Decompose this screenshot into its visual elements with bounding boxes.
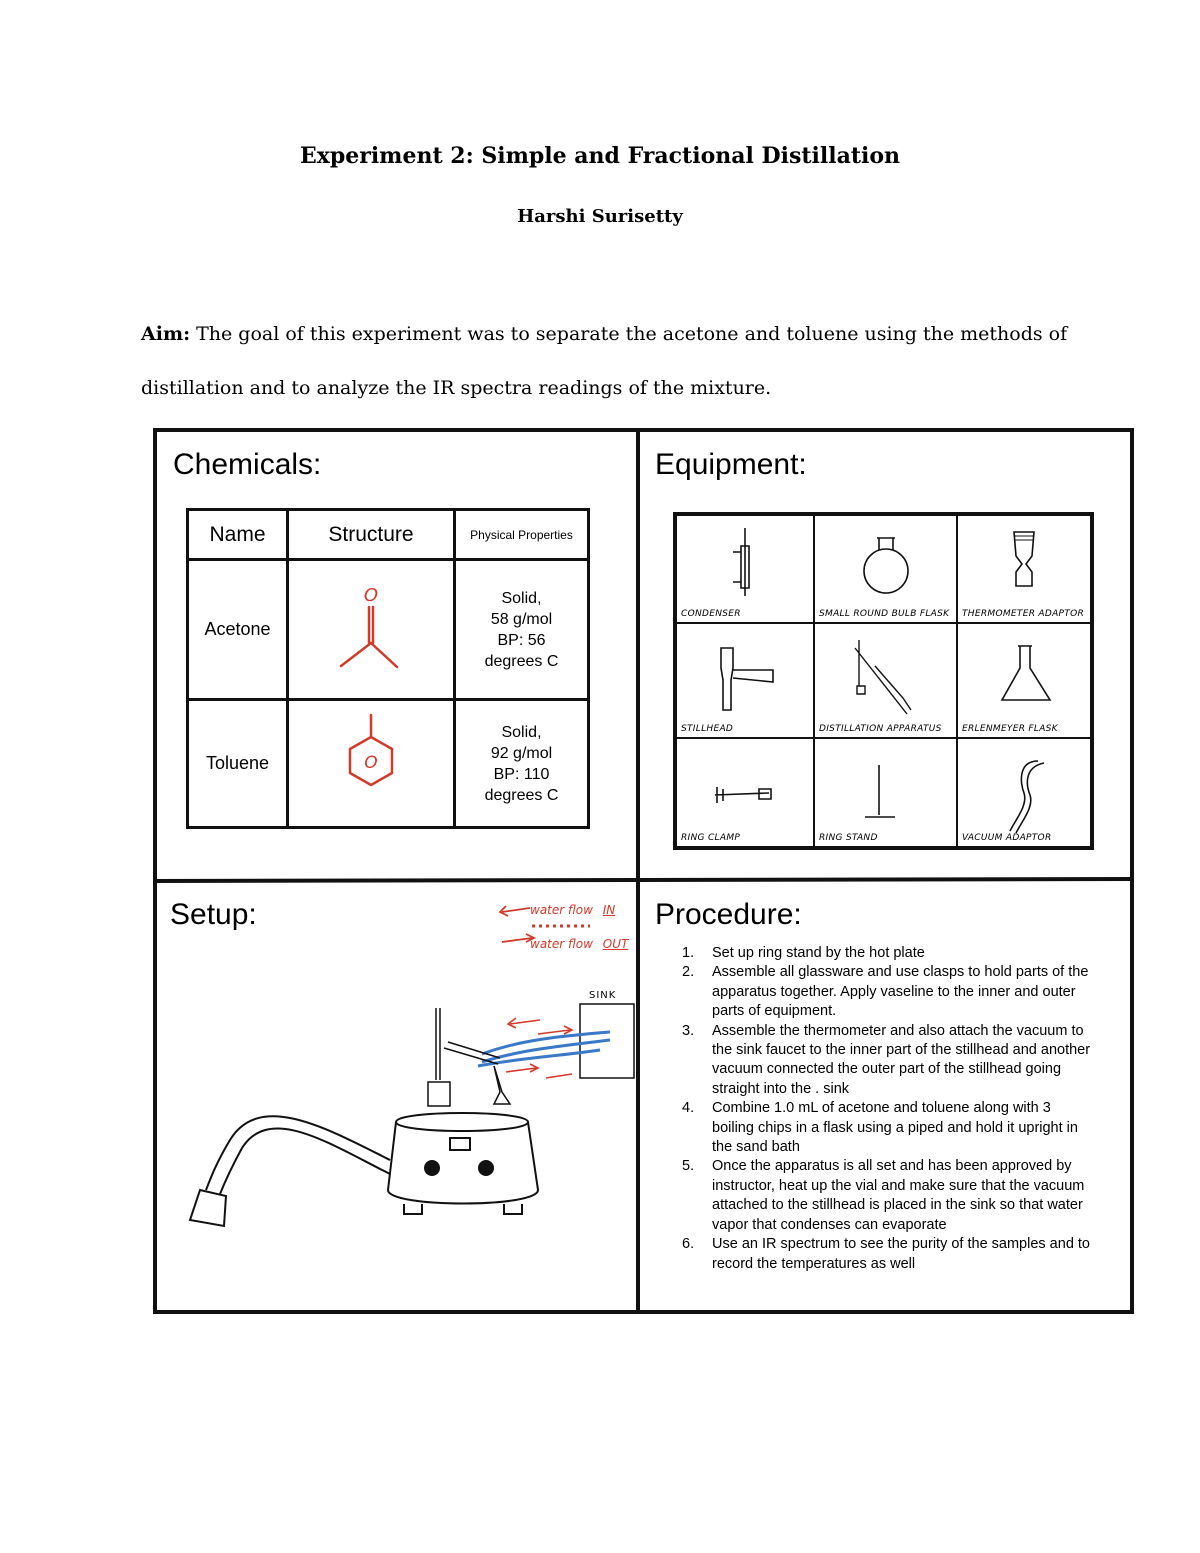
equipment-label: CONDENSER <box>681 609 741 619</box>
chemical-name: Acetone <box>188 560 288 700</box>
property-line: 58 g/mol <box>490 610 553 628</box>
equipment-grid <box>673 512 1094 850</box>
equipment-cell-vacuum-adaptor <box>957 738 1091 847</box>
step-number: 6. <box>682 1236 695 1253</box>
acetone-structure-drawing <box>289 561 453 693</box>
equipment-cell-round-flask <box>814 515 957 623</box>
col-header-name: Name <box>188 510 288 560</box>
aim-text: The goal of this experiment was to separate the acetone and toluene using the methods of distillation and to analyze the IR spectra readings of the mixture. <box>141 323 1068 399</box>
arrow-out-icon <box>502 934 534 942</box>
list-item <box>682 1022 1092 1100</box>
equipment-label: RING CLAMP <box>681 833 741 843</box>
knob-left <box>424 1160 440 1176</box>
toluene-structure <box>288 700 455 828</box>
step-text: Once the apparatus is all set and has been approved by instructor, heat up the vial and make sure that the vacuum attached to the stillhead is placed in the sink so that water vapor that condenses can evaporate <box>712 1158 1085 1233</box>
legend-tag-in: IN <box>602 903 616 917</box>
arrow-in-icon <box>500 906 530 916</box>
toluene-properties <box>455 700 589 828</box>
equipment-cell-stillhead <box>676 623 814 738</box>
equipment-cell-condenser <box>676 515 814 623</box>
legend-tag-out: OUT <box>602 937 629 951</box>
equipment-label: RING STAND <box>819 833 878 843</box>
step-text: Use an IR spectrum to see the purity of the samples and to record the temperatures as well <box>712 1236 1090 1272</box>
equipment-cell-ring-clamp <box>676 738 814 847</box>
list-item <box>682 1157 1092 1235</box>
erlenmeyer-flask-icon <box>958 624 1098 739</box>
step-text: Set up ring stand by the hot plate <box>712 945 925 961</box>
step-number: 2. <box>682 964 695 981</box>
col-header-properties: Physical Properties <box>455 510 589 560</box>
aim-paragraph <box>141 307 1071 415</box>
step-number: 1. <box>682 945 695 961</box>
list-item <box>682 1235 1092 1274</box>
hose-nozzle <box>190 1190 226 1226</box>
equipment-heading: Equipment: <box>655 448 807 481</box>
property-line: 92 g/mol <box>490 744 553 762</box>
acetone-structure <box>288 560 455 700</box>
aim-label: Aim: <box>141 323 191 345</box>
equipment-cell-distillation-apparatus <box>814 623 957 738</box>
legend-text: water flow <box>530 903 593 917</box>
equipment-label: THERMOMETER ADAPTOR <box>962 609 1085 619</box>
legend-text: water flow <box>530 937 593 951</box>
toluene-ring-label: O <box>364 753 378 773</box>
equipment-label: SMALL ROUND BULB FLASK <box>819 609 950 619</box>
col-header-structure: Structure <box>288 510 455 560</box>
knob-right <box>478 1160 494 1176</box>
chemical-name: Toluene <box>188 700 288 828</box>
acetone-properties <box>455 560 589 700</box>
stillhead-icon <box>677 624 815 739</box>
table-row <box>188 560 589 700</box>
property-line: BP: 56 <box>497 631 546 649</box>
equipment-label: ERLENMEYER FLASK <box>962 724 1058 734</box>
list-item <box>682 963 1092 1021</box>
setup-drawing <box>160 890 635 1300</box>
procedure-list <box>682 944 1092 1274</box>
equipment-label: STILLHEAD <box>681 724 734 734</box>
sink-label: SINK <box>589 990 617 1001</box>
round-flask-icon <box>815 516 958 624</box>
chemicals-table <box>186 508 590 829</box>
step-text: Assemble the thermometer and also attach the vacuum to the sink faucet to the inner part of the stillhead and another vacuum connected the outer part of the stillhead going straight into the . sink <box>712 1022 1091 1097</box>
equipment-cell-erlenmeyer-flask <box>957 623 1091 738</box>
step-text: Combine 1.0 mL of acetone and toluene along with 3 boiling chips in a flask using a piped and hold it upright in the sand bath <box>712 1100 1078 1156</box>
step-number: 4. <box>682 1100 695 1117</box>
condenser-icon <box>677 516 815 624</box>
chemicals-heading: Chemicals: <box>173 448 322 481</box>
equipment-label: VACUUM ADAPTOR <box>962 833 1052 843</box>
step-number: 5. <box>682 1158 695 1175</box>
acetone-oxygen-label: O <box>363 585 379 606</box>
toluene-structure-drawing <box>289 701 453 821</box>
page-title: Experiment 2: Simple and Fractional Distillation <box>299 143 901 169</box>
property-line: BP: 110 <box>493 765 550 783</box>
distillation-apparatus-icon <box>815 624 958 739</box>
thermometer-adaptor-icon <box>958 516 1098 624</box>
equipment-cell-ring-stand <box>814 738 957 847</box>
setup-heading: Setup: <box>170 898 257 931</box>
step-text: Assemble all glassware and use clasps to hold parts of the apparatus together. Apply vaseline to the inner and outer parts of equipment. <box>712 964 1089 1020</box>
list-item <box>682 1099 1092 1157</box>
property-line: degrees C <box>484 652 559 670</box>
property-line: degrees C <box>484 786 559 804</box>
list-item <box>682 944 1092 963</box>
step-number: 3. <box>682 1022 695 1039</box>
procedure-heading: Procedure: <box>655 898 802 931</box>
property-line: Solid, <box>501 589 542 607</box>
table-row <box>188 700 589 828</box>
equipment-label: DISTILLATION APPARATUS <box>819 724 942 734</box>
author-name: Harshi Surisetty <box>517 206 683 227</box>
equipment-cell-thermometer-adaptor <box>957 515 1091 623</box>
property-line: Solid, <box>501 723 542 741</box>
